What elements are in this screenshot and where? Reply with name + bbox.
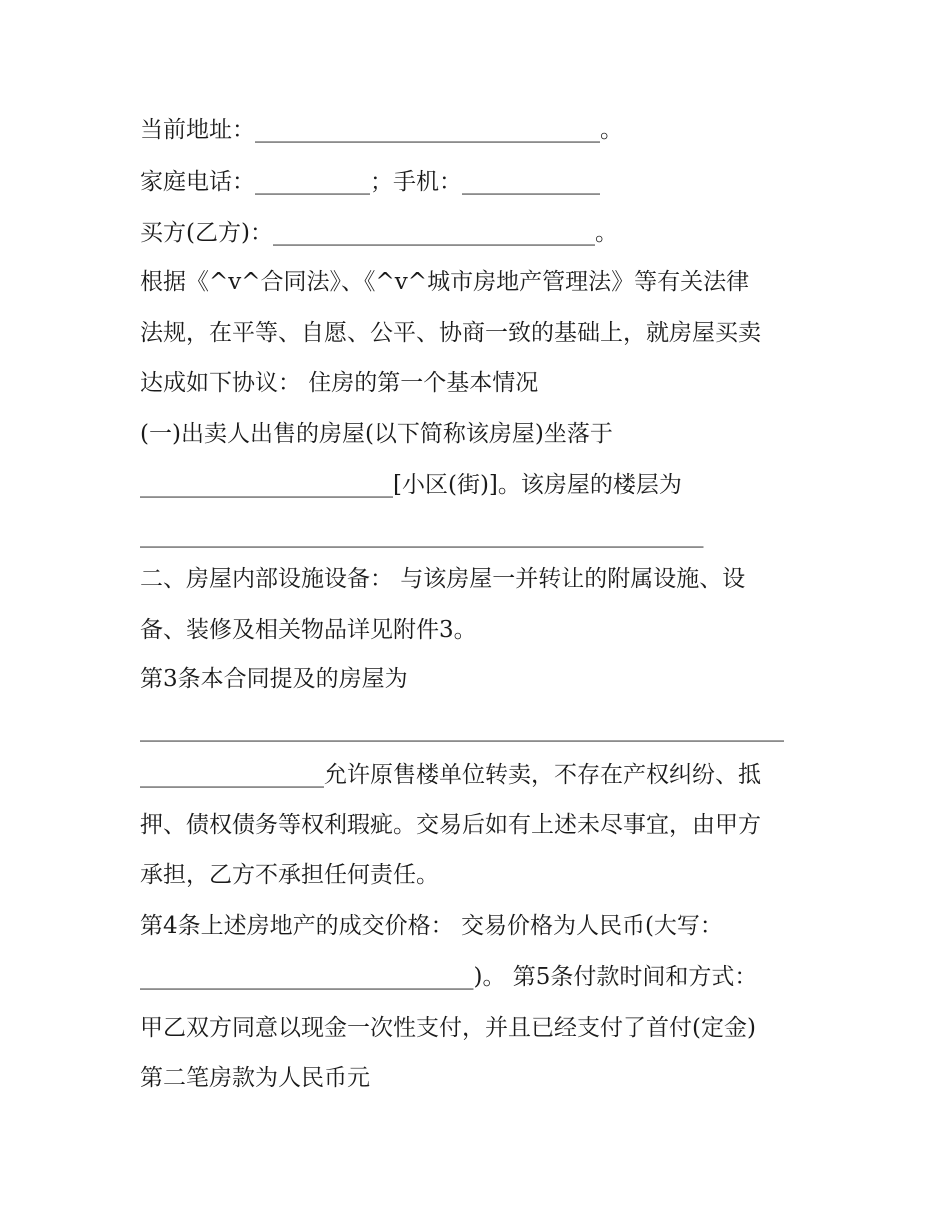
text-line-location-1: (一)出卖人出售的房屋(以下简称该房屋)坐落于 — [140, 421, 613, 447]
text-line-buyer: 买方(乙方)：____________________________。 — [140, 220, 618, 246]
text-line-legal-basis-2: 法规，在平等、自愿、公平、协商一致的基础上，就房屋买卖 — [140, 320, 761, 346]
text-line-article-3: 第3条本合同提及的房屋为 — [140, 666, 408, 692]
text-line-agreement: 达成如下协议： 住房的第一个基本情况 — [140, 370, 539, 396]
text-line-article-4: 第4条上述房地产的成交价格： 交易价格为人民币(大写： — [140, 913, 723, 939]
text-line-phone: 家庭电话：__________；手机：____________ — [140, 169, 600, 195]
text-line-facilities-2: 备、装修及相关物品详见附件3。 — [140, 617, 477, 643]
text-line-legal-basis-1: 根据《^v^合同法》、《^v^城市房地产管理法》等有关法律 — [140, 269, 750, 295]
text-line-transfer-1: ________________允许原售楼单位转卖，不存在产权纠纷、抵 — [140, 762, 761, 788]
text-line-house-blank: ________________________________________________________ — [140, 716, 784, 742]
text-line-facilities-1: 二、房屋内部设施设备： 与该房屋一并转让的附属设施、设 — [140, 566, 746, 592]
text-line-current-address: 当前地址：______________________________。 — [140, 117, 623, 143]
text-line-price-article-5: _____________________________)。 第5条付款时间和方式： — [140, 964, 758, 990]
text-line-location-2: ______________________[小区(街)]。该房屋的楼层为 — [140, 472, 682, 498]
text-line-floor-blank: _________________________________________________ — [140, 522, 704, 548]
text-line-transfer-2: 押、债权债务等权利瑕疵。交易后如有上述未尽事宜，由甲方 — [140, 812, 761, 838]
text-line-payment-2: 第二笔房款为人民币元 — [140, 1065, 370, 1091]
text-line-transfer-3: 承担，乙方不承担任何责任。 — [140, 862, 439, 888]
text-line-payment-1: 甲乙双方同意以现金一次性支付，并且已经支付了首付(定金) — [140, 1015, 756, 1041]
